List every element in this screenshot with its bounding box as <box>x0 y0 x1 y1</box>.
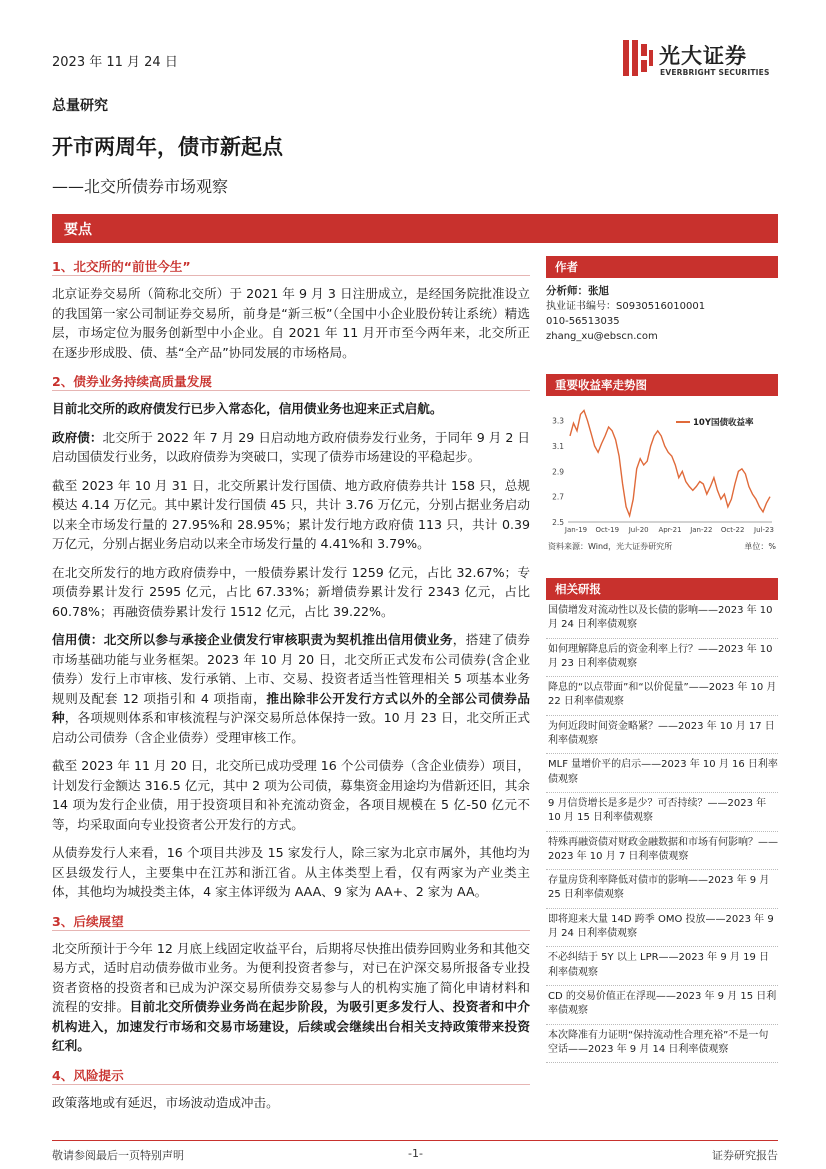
related-report-link[interactable]: 如何理解降息后的资金利率上行？——2023 年 10 月 23 日利率债观察 <box>546 639 778 678</box>
yield-chart <box>546 400 778 540</box>
report-category: 总量研究 <box>52 98 108 114</box>
bold-text: 政府债： <box>52 429 103 445</box>
author-phone: 010-56513035 <box>546 316 620 327</box>
author-name: 分析师：张旭 <box>546 285 609 297</box>
text-run: ，各项规则体系和审核流程与沪深交易所总体保持一致。10 月 23 日，北交所正式启动公司债券（含企业债券）受理审核工作。 <box>52 710 531 745</box>
text-run: 截至 2023 年 10 月 31 日，北交所累计发行国债、地方政府债券共计 158 只，总规模达 4.14 万亿元。其中累计发行国债 45 只，共计 3.76 万亿元，分别占据业务启动以来全市场发行量的 27.95%和 28.95%；累计发行地方政府债 113 只，共计 0.39 万亿元，分别占据业务启动以来全市场发行量的 4.41%和 3.79%。 <box>52 477 530 551</box>
related-reports <box>546 578 778 1063</box>
body-paragraph <box>52 939 530 1056</box>
logo-english-name: EVERBRIGHT SECURITIES <box>660 68 770 77</box>
related-report-link[interactable]: 特殊再融资债对财政金融数据和市场有何影响？——2023 年 10 月 7 日利率债观察 <box>546 832 778 871</box>
x-tick-label: Oct-19 <box>595 526 620 534</box>
body-paragraph <box>52 1093 530 1113</box>
body-paragraph <box>52 843 530 902</box>
x-tick-label: Jul-20 <box>628 526 649 534</box>
bold-text: 信用债：北交所以参与承接企业债发行审核职责为契机推出信用债业务 <box>52 632 453 647</box>
y-tick-label: 2.9 <box>552 467 564 477</box>
x-tick-label: Apr-21 <box>658 526 682 534</box>
related-report-link[interactable]: 存量房贷利率降低对债市的影响——2023 年 9 月 25 日利率债观察 <box>546 870 778 909</box>
company-logo <box>623 38 783 84</box>
related-heading: 相关研报 <box>546 578 778 600</box>
page-footer <box>52 1140 778 1162</box>
text-run: 北交所于 2022 年 7 月 29 日启动地方政府债券发行业务，于同年 9 月 2 日启动国债发行业务，以政府债券为突破口，实现了债券市场建设的平稳起步。 <box>52 429 531 464</box>
body-paragraph <box>52 399 530 419</box>
related-report-link[interactable]: 即将迎来大量 14D 跨季 OMO 投放——2023 年 9 月 24 日利率债观察 <box>546 909 778 948</box>
x-tick-label: Oct-22 <box>720 526 745 534</box>
text-run: 从债券发行人来看，16 个项目共涉及 15 家发行人，除三家为北京市属外，其他均为区县级发行人，主要集中在江苏和浙江省。从主体类型上看，仅有两家为产业类主体，其他均为城投类主体，4 家主体评级为 AAA、9 家为 AA+、2 家为 AA。 <box>52 845 530 899</box>
sidebar <box>546 256 778 1055</box>
chart-unit: 单位：% <box>744 542 776 551</box>
y-tick-label: 2.7 <box>552 492 564 502</box>
body-paragraph <box>52 476 530 554</box>
report-date: 2023 年 11 月 24 日 <box>52 55 178 70</box>
key-points-label: 要点 <box>64 222 92 238</box>
bold-text: 目前北交所债券业务尚在起步阶段，为吸引更多发行人、投资者和中介机构进入，加速发行市场和交易市场建设，后续或会继续出台相关支持政策带来投资红利。 <box>52 999 531 1053</box>
bold-text: 推出除非公开发行方式以外的全部公司债券品种 <box>52 690 530 725</box>
section-heading: 1、北交所的“前世今生” <box>52 256 530 276</box>
y-tick-label: 3.3 <box>552 416 564 426</box>
key-points-bar <box>52 214 778 243</box>
body-paragraph <box>52 630 530 747</box>
y-tick-label: 3.1 <box>552 442 564 451</box>
report-type: 证券研究报告 <box>712 1149 778 1162</box>
yield-chart-block <box>546 374 778 554</box>
section-heading: 4、风险提示 <box>52 1065 530 1085</box>
chart-footer <box>546 540 778 554</box>
x-tick-label: Jan-22 <box>690 526 713 534</box>
text-run: 北京证券交易所（简称北交所）于 2021 年 9 月 3 日注册成立，是经国务院批准设立的我国第一家公司制证券交易所，前身是“新三板”（全国中小企业股份转让系统）精选层，市场定位为服务创新型中小企业。自 2021 年 11 月开市至今两年来，北交所正在逐步形成股、债、基“全产品”协同发展的市场格局。 <box>52 286 530 360</box>
body-paragraph <box>52 756 530 834</box>
text-run: ，搭建了债券市场基础功能与业务框架。2023 年 10 月 20 日，北交所正式发布公司债券(含企业债券）发行上市审核、发行承销、上市、交易、投资者适当性管理相关 5 项基本业务规则及配套 12 项指引和 4 项指南， <box>52 632 531 706</box>
related-report-link[interactable]: 本次降准有力证明“保持流动性合理充裕”不是一句空话——2023 年 9 月 14 日利率债观察 <box>546 1025 778 1064</box>
section-heading: 2、债券业务持续高质量发展 <box>52 371 530 391</box>
text-run: 在北交所发行的地方政府债券中，一般债券累计发行 1259 亿元，占比 32.67%；专项债券累计发行 2595 亿元，占比 67.33%；新增债券累计发行 2343 亿元，占比 60.78%；再融资债券累计发行 1512 亿元，占比 39.22%。 <box>52 564 530 619</box>
related-report-link[interactable]: 国债增发对流动性以及长债的影响——2023 年 10 月 24 日利率债观察 <box>546 600 778 639</box>
related-report-link[interactable]: 不必纠结于 5Y 以上 LPR——2023 年 9 月 19 日利率债观察 <box>546 947 778 986</box>
main-content <box>52 256 530 1121</box>
related-report-link[interactable]: CD 的交易价值正在浮现——2023 年 9 月 15 日利率债观察 <box>546 986 778 1025</box>
text-run: 政策落地或有延迟，市场波动造成冲击。 <box>52 1094 279 1110</box>
section-heading: 3、后续展望 <box>52 911 530 931</box>
report-subtitle: ——北交所债券市场观察 <box>52 177 229 196</box>
author-block <box>546 284 778 344</box>
logo-mark-icon <box>623 38 653 78</box>
chart-source: 资料来源：Wind，光大证券研究所 <box>548 542 673 551</box>
related-report-link[interactable]: MLF 量增价平的启示——2023 年 10 月 16 日利率债观察 <box>546 754 778 793</box>
bold-text: 目前北交所的政府债发行已步入常态化，信用债业务也迎来正式启航。 <box>52 401 443 416</box>
text-run: 截至 2023 年 11 月 20 日，北交所已成功受理 16 个公司债券（含企业债券）项目，计划发行金额达 316.5 亿元，其中 2 项为公司债，募集资金用途均为借新还旧，其余 14 项为发行企业债，用于投资项目和补充流动资金，各项目规模在 5 亿-50 亿元不等，均采取面向专业投资者公开发行的方式。 <box>52 758 530 832</box>
related-report-link[interactable]: 为何近段时间资金略紧？——2023 年 10 月 17 日利率债观察 <box>546 716 778 755</box>
chart-heading: 重要收益率走势图 <box>546 374 778 396</box>
y-tick-label: 2.5 <box>552 518 564 527</box>
related-list <box>546 600 778 1063</box>
report-title: 开市两周年，债市新起点 <box>52 135 283 159</box>
author-license: 执业证书编号：S0930516010001 <box>546 301 706 312</box>
legend-label: 10Y国债收益率 <box>693 418 754 428</box>
body-paragraph <box>52 284 530 362</box>
body-paragraph <box>52 563 530 622</box>
page-number: -1- <box>408 1147 423 1160</box>
body-paragraph <box>52 428 530 467</box>
author-email: zhang_xu@ebscn.com <box>546 331 658 342</box>
x-tick-label: Jul-23 <box>754 526 774 534</box>
text-run: 北交所预计于今年 12 月底上线固定收益平台，后期将尽快推出债券回购业务和其他交易方式，适时启动债券做市业务。为便利投资者参与，对已在沪深交易所报备专业投资者资格的投资者和已成为沪深交易所债券交易参与人的机构实施了简化申请材料和流程的安排。 <box>52 940 530 1014</box>
author-heading: 作者 <box>546 256 778 278</box>
logo-name: 光大证券 <box>659 44 747 68</box>
related-report-link[interactable]: 9 月信贷增长是多是少？可否持续？——2023 年 10 月 15 日利率债观察 <box>546 793 778 832</box>
x-tick-label: Jan-19 <box>564 526 588 534</box>
related-report-link[interactable]: 降息的“以点带面”和“以价促量”——2023 年 10 月 22 日利率债观察 <box>546 677 778 716</box>
disclaimer-link[interactable]: 敬请参阅最后一页特别声明 <box>52 1149 184 1162</box>
